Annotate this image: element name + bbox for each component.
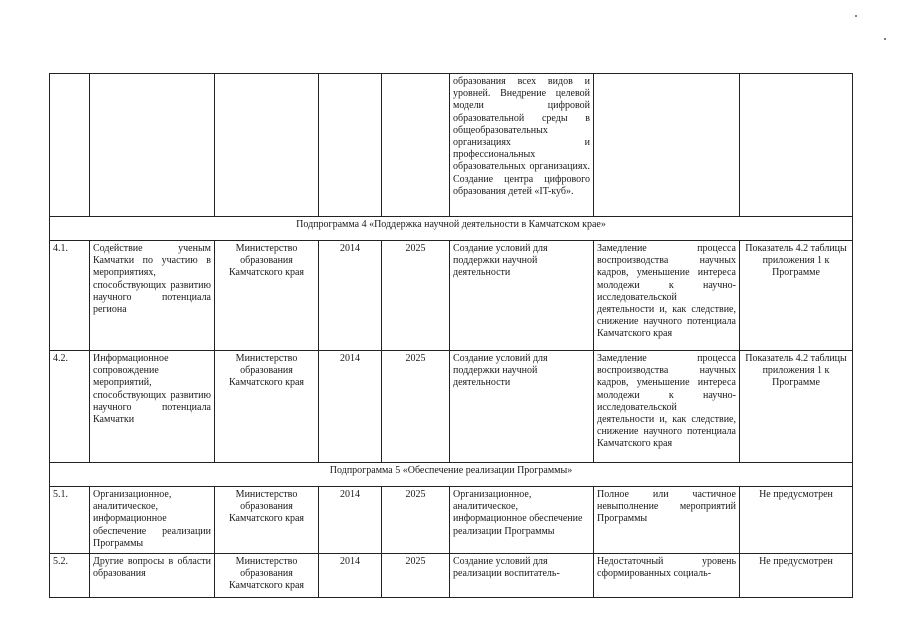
row-number: 4.1. [50, 241, 90, 351]
start-year: 2014 [319, 554, 382, 598]
subprogram-header-row [50, 217, 853, 241]
subprogram-title: Подпрограмма 4 «Поддержка научной деятельности в Камчатском крае» [50, 217, 853, 241]
program-table [49, 73, 853, 598]
indicator: Показатель 4.2 таблицы приложения 1 к Программе [740, 241, 853, 351]
indicator: Показатель 4.2 таблицы приложения 1 к Программе [740, 351, 853, 463]
consequence: Полное или частичное невыполнение мероприятий Программы [594, 487, 740, 554]
table-row [50, 351, 853, 463]
row-number: 5.2. [50, 554, 90, 598]
executor [215, 74, 319, 217]
executor: Министерство образования Камчатского края [215, 487, 319, 554]
expected-result: Создание условий для поддержки научной деятельности [450, 241, 594, 351]
expected-result: Организационное, аналитическое, информационное обеспечение реализации Программы [450, 487, 594, 554]
table-row [50, 487, 853, 554]
start-year [319, 74, 382, 217]
subprogram-title: Подпрограмма 5 «Обеспечение реализации Программы» [50, 463, 853, 487]
measure-name [90, 74, 215, 217]
start-year: 2014 [319, 241, 382, 351]
subprogram-header-row [50, 463, 853, 487]
start-year: 2014 [319, 487, 382, 554]
expected-result: образования всех видов и уровней. Внедрение целевой модели цифровой образовательной среды в общеобразовательных организациях и профессиональных образовательных организациях. Создание центра цифрового образования детей «IT-куб». [450, 74, 594, 217]
consequence: Замедление процесса воспроизводства научных кадров, уменьшение интереса молодежи к научно-исследовательской деятельности и, как следствие, снижение научного потенциала Камчатского края [594, 351, 740, 463]
end-year: 2025 [382, 554, 450, 598]
table-row [50, 241, 853, 351]
measure-name: Содействие ученым Камчатки по участию в мероприятиях, способствующих развитию научного потенциала региона [90, 241, 215, 351]
scan-speck [855, 15, 857, 17]
row-number: 5.1. [50, 487, 90, 554]
expected-result: Создание условий для поддержки научной деятельности [450, 351, 594, 463]
end-year: 2025 [382, 241, 450, 351]
end-year: 2025 [382, 487, 450, 554]
table-row [50, 554, 853, 598]
measure-name: Организационное, аналитическое, информационное обеспечение реализации Программы [90, 487, 215, 554]
executor: Министерство образования Камчатского края [215, 554, 319, 598]
consequence: Недостаточный уровень сформированных социаль- [594, 554, 740, 598]
scan-speck [884, 38, 886, 40]
indicator [740, 74, 853, 217]
expected-result: Создание условий для реализации воспитатель- [450, 554, 594, 598]
consequence: Замедление процесса воспроизводства научных кадров, уменьшение интереса молодежи к научно-исследовательской деятельности и, как следствие, снижение научного потенциала Камчатского края [594, 241, 740, 351]
executor: Министерство образования Камчатского края [215, 351, 319, 463]
indicator: Не предусмотрен [740, 487, 853, 554]
end-year [382, 74, 450, 217]
table-row [50, 74, 853, 217]
row-number [50, 74, 90, 217]
end-year: 2025 [382, 351, 450, 463]
executor: Министерство образования Камчатского края [215, 241, 319, 351]
measure-name: Другие вопросы в области образования [90, 554, 215, 598]
indicator: Не предусмотрен [740, 554, 853, 598]
start-year: 2014 [319, 351, 382, 463]
measure-name: Информационное сопровождение мероприятий, способствующих развитию научного потенциала Камчатки [90, 351, 215, 463]
consequence [594, 74, 740, 217]
row-number: 4.2. [50, 351, 90, 463]
